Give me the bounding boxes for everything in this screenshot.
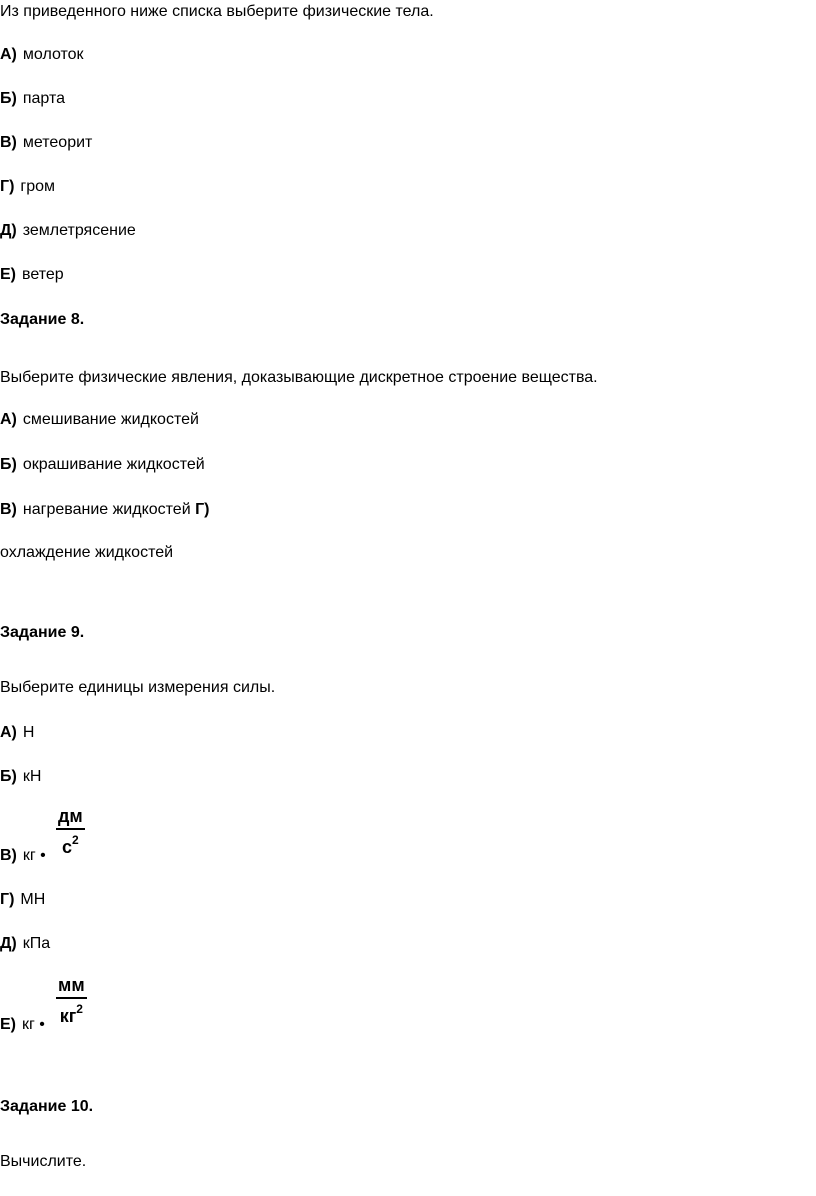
option-text: молоток	[22, 46, 84, 63]
option-letter: Д)	[0, 222, 17, 239]
option-text: землетрясение	[22, 222, 136, 239]
q8-option-b	[0, 455, 205, 475]
option-text: кН	[22, 768, 42, 785]
option-letter: Г)	[0, 891, 15, 908]
option-text: окрашивание жидкостей	[22, 456, 205, 473]
option-letter: Е)	[0, 1016, 16, 1033]
q9-option-e	[0, 1015, 45, 1035]
option-letter: В)	[0, 847, 17, 864]
q8-option-v	[0, 500, 210, 520]
q7-option-e	[0, 265, 64, 285]
q9-option-g	[0, 890, 45, 910]
fraction-denominator: $кг^2$	[59, 1002, 83, 1026]
exponent: 2	[72, 833, 79, 847]
option-letter: Г)	[195, 501, 210, 518]
option-letter: Д)	[0, 935, 17, 952]
option-text: ветер	[22, 266, 64, 283]
q9-option-d	[0, 934, 50, 954]
option-letter: А)	[0, 46, 17, 63]
option-letter: Б)	[0, 456, 17, 473]
q7-prompt: Из приведенного ниже списка выберите физические тела.	[0, 3, 434, 20]
option-letter: Б)	[0, 768, 17, 785]
option-letter: В)	[0, 134, 17, 151]
unit-fraction-dm-s2	[56, 806, 85, 857]
option-letter: Е)	[0, 266, 16, 283]
option-letter: А)	[0, 724, 17, 741]
q9-option-v	[0, 846, 46, 866]
unit-fraction-mm-kg2	[56, 975, 87, 1026]
q9-option-b	[0, 767, 41, 787]
option-letter: Г)	[0, 178, 15, 195]
option-text: МН	[20, 891, 46, 908]
option-letter: Б)	[0, 90, 17, 107]
option-text: кг •	[22, 1016, 45, 1033]
q7-option-v	[0, 133, 92, 153]
q7-option-b	[0, 89, 65, 109]
option-text: смешивание жидкостей	[22, 411, 199, 428]
fraction-bar	[56, 997, 87, 999]
option-text: парта	[22, 90, 65, 107]
option-letter: В)	[0, 501, 17, 518]
q7-option-a	[0, 45, 84, 65]
q7-option-g	[0, 177, 55, 197]
q9-option-a	[0, 723, 34, 743]
option-text: Н	[22, 724, 35, 741]
q8-option-g-text: охлаждение жидкостей	[0, 544, 174, 561]
q8-title: Задание 8.	[0, 311, 85, 328]
q9-title: Задание 9.	[0, 624, 85, 641]
q9-prompt: Выберите единицы измерения силы.	[0, 679, 276, 696]
q7-option-d	[0, 221, 136, 241]
option-text: нагревание жидкостей	[22, 501, 191, 518]
fraction-denominator: $с^2$	[62, 833, 79, 857]
fraction-bar	[56, 828, 85, 830]
option-text: гром	[20, 178, 56, 195]
option-text: метеорит	[22, 134, 93, 151]
fraction-numerator: дм	[58, 806, 83, 826]
exponent: 2	[76, 1002, 83, 1016]
option-text: кПа	[22, 935, 51, 952]
q10-prompt: Вычислите.	[0, 1153, 87, 1170]
q8-prompt: Выберите физические явления, доказывающие дискретное строение вещества.	[0, 369, 598, 386]
fraction-numerator: мм	[58, 975, 85, 995]
q8-option-a	[0, 410, 199, 430]
option-text: кг •	[22, 847, 46, 864]
q10-title: Задание 10.	[0, 1098, 94, 1115]
option-letter: А)	[0, 411, 17, 428]
